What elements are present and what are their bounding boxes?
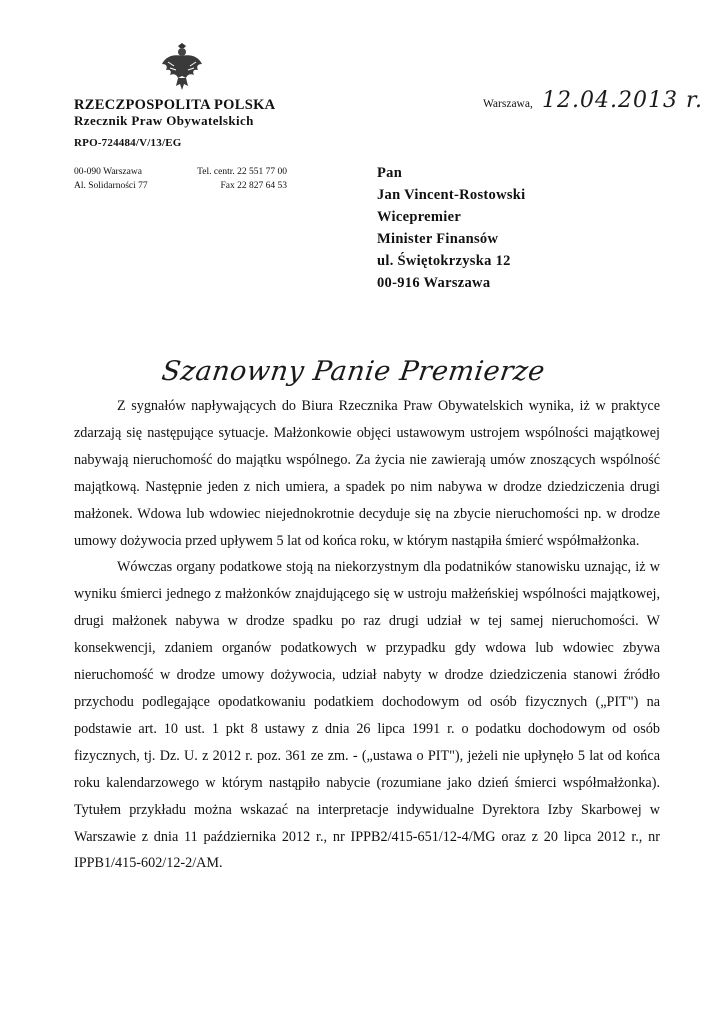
institution-line-2: Rzecznik Praw Obywatelskich xyxy=(74,113,254,128)
phone-fax xyxy=(183,165,287,193)
recipient-line: ul. Świętokrzyska 12 xyxy=(377,253,511,269)
recipient-line: Minister Finansów xyxy=(377,231,499,247)
recipient-block xyxy=(377,162,526,294)
white-eagle-emblem-icon xyxy=(160,42,204,92)
body-paragraph: Wówczas organy podatkowe stoją na niekorzystnym dla podatników stanowisku uznając, iż w wyniku śmierci jednego z małżonków znajdującego się w ustroju małżeńskiej wspólności majątkowej, drugi małżonek nabywa w drodze spadku po raz drugi udział w tej samej nieruchomości. W konsekwencji, zdaniem organów podatkowych w przypadku gdy wdowa lub wdowiec zbywa nieruchomość w drodze umowy dożywocia, udział nabyty w drodze dziedziczenia stanowi źródło przychodu podlegające opodatkowaniu podatkiem dochodowym od osób fizycznych („PIT") na podstawie art. 10 ust. 1 pkt 8 ustawy z dnia 26 lipca 1991 r. o podatku dochodowym od osób fizycznych, tj. Dz. U. z 2012 r. poz. 361 ze zm. - („ustawa o PIT"), jeżeli nie upłynęło 5 lat od końca roku kalendarzowego w którym nastąpiło nabycie (rozumiane jako dzień śmierci współmałżonka). Tytułem przykładu można wskazać na interpretacje indywidualne Dyrektora Izby Skarbowej w Warszawie z dnia 11 października 2012 r., nr IPPB2/415-651/12-4/MG oraz z 20 lipca 2012 r., nr IPPB1/415-602/12-2/AM. xyxy=(74,559,660,872)
body-paragraph: Z sygnałów napływających do Biura Rzecznika Praw Obywatelskich wynika, iż w praktyce zdarzają się następujące sytuacje. Małżonkowie objęci ustawowym ustrojem wspólności majątkowej nabywają nieruchomość do majątku wspólnego. Za życia nie zawierają umów znoszących wspólność majątkową. Następnie jeden z nich umiera, a spadek po nim nabywa w drodze dziedziczenia drugi małżonek. Wdowa lub wdowiec niejednokrotnie decyduje się na zbycie nieruchomości np. w drodze umowy dożywocia przed upływem 5 lat od końca roku, w którym nastąpiła śmierć współmałżonka. xyxy=(74,398,660,549)
recipient-line: Jan Vincent-Rostowski xyxy=(377,187,526,203)
handwritten-greeting: Szanowny Panie Premierze xyxy=(159,356,548,387)
fax-line: Fax 22 827 64 53 xyxy=(220,181,287,191)
institution-line-1: RZECZPOSPOLITA POLSKA xyxy=(74,97,276,113)
institution-name xyxy=(74,97,275,129)
recipient-line: 00-916 Warszawa xyxy=(377,275,491,291)
recipient-line: Pan xyxy=(377,165,403,181)
address-line: Al. Solidarności 77 xyxy=(74,181,148,191)
reference-number: RPO-724484/V/13/EG xyxy=(74,137,182,149)
date-place: Warszawa, xyxy=(483,98,533,110)
recipient-line: Wicepremier xyxy=(377,209,462,225)
address-line: 00-090 Warszawa xyxy=(74,167,142,177)
handwritten-date: 12.04.2013 r. xyxy=(542,88,704,113)
letter-body xyxy=(74,393,660,877)
postal-address xyxy=(74,165,148,193)
phone-line: Tel. centr. 22 551 77 00 xyxy=(197,167,287,177)
